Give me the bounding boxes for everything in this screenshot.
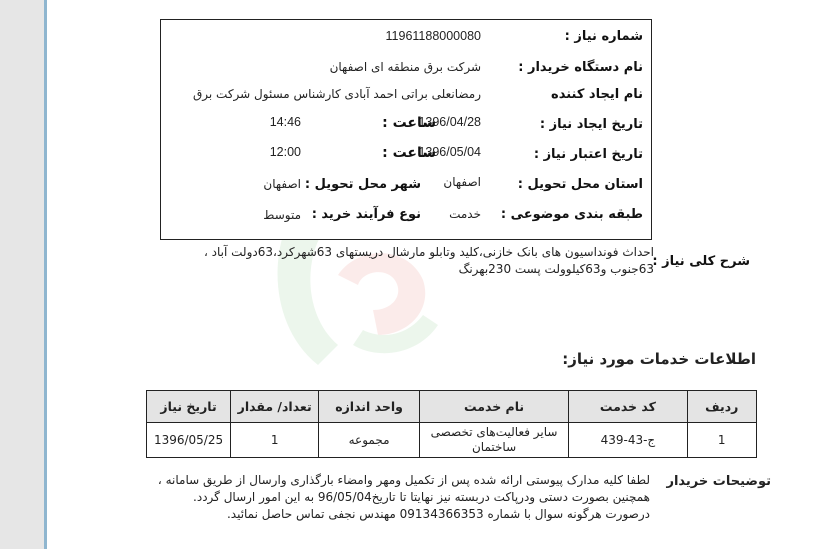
created-time-label: ساعت :	[382, 115, 436, 131]
category-label: طبقه بندی موضوعی :	[500, 207, 643, 222]
process-type-label: نوع فرآیند خرید :	[311, 207, 421, 222]
delivery-province-label: استان محل تحویل :	[517, 177, 643, 192]
col-need-date: تاریخ نیاز	[147, 391, 231, 423]
buyer-notes-text: لطفا کلیه مدارک پیوستی ارائه شده پس از تکمیل ومهر وامضاء بارگذاری وارسال از طریق سامانه ، همچنین بصورت دستی ودرپاکت دربسته نیز نهایتا تا تاریخ96/05/04 به این امور ارسال گردد. درصورت هرگونه سوال با شماره 09134366353 مهندس نجفی تماس حاصل نمائید.	[157, 473, 650, 521]
cell-quantity: 1	[231, 423, 319, 458]
buyer-org-label: نام دستگاه خریدار :	[518, 60, 643, 75]
col-row: ردیف	[687, 391, 757, 423]
col-quantity: تعداد/ مقدار	[231, 391, 319, 423]
services-table-header	[147, 391, 757, 423]
cell-need-date: 1396/05/25	[147, 423, 231, 458]
need-number-label: شماره نیاز :	[564, 29, 643, 44]
created-date-label: تاریخ ایجاد نیاز :	[539, 117, 643, 132]
need-detail-page	[48, 0, 813, 549]
buyer-org-value: شرکت برق منطقه ای اصفهان	[329, 60, 481, 74]
delivery-city-value: اصفهان	[263, 177, 301, 191]
category-value: خدمت	[449, 207, 481, 221]
left-side-panel	[0, 0, 47, 549]
col-service-name: نام خدمت	[419, 391, 568, 423]
description-label: شرح کلی نیاز :	[652, 254, 750, 269]
validity-date-value: 1396/05/04	[418, 145, 481, 159]
validity-date-label: تاریخ اعتبار نیاز :	[533, 147, 643, 162]
col-unit: واحد اندازه	[319, 391, 420, 423]
creator-value: رمضانعلی براتی احمد آبادی کارشناس مسئول شرکت برق	[192, 87, 481, 101]
creator-label: نام ایجاد کننده	[551, 87, 643, 102]
services-table	[146, 390, 757, 458]
created-time-value: 14:46	[269, 115, 301, 129]
buyer-notes-label: توضیحات خریدار	[666, 474, 771, 489]
delivery-province-value: اصفهان	[443, 175, 481, 189]
description-text: احداث فونداسیون های بانک خازنی،کلید وتابلو مارشال دریستهای 63شهرکرد،63دولت آباد ، 63جنوب و63کیلوولت پست 230بهرنگ	[203, 245, 654, 276]
process-type-value: متوسط	[263, 208, 301, 222]
cell-row: 1	[687, 423, 757, 458]
need-number-value: 11961188000080	[385, 29, 481, 43]
cell-unit: مجموعه	[319, 423, 420, 458]
validity-time-label: ساعت :	[382, 145, 436, 161]
validity-time-value: 12:00	[269, 145, 301, 159]
need-info-box	[160, 19, 652, 240]
delivery-city-label: شهر محل تحویل :	[304, 177, 421, 192]
col-service-code: کد خدمت	[569, 391, 687, 423]
created-date-value: 1396/04/28	[418, 115, 481, 129]
table-row	[147, 423, 757, 458]
services-section-title: اطلاعات خدمات مورد نیاز:	[562, 350, 756, 368]
cell-service-name: سایر فعالیت‌های تخصصی ساختمان	[419, 423, 568, 458]
cell-service-code: ج-43-439	[569, 423, 687, 458]
